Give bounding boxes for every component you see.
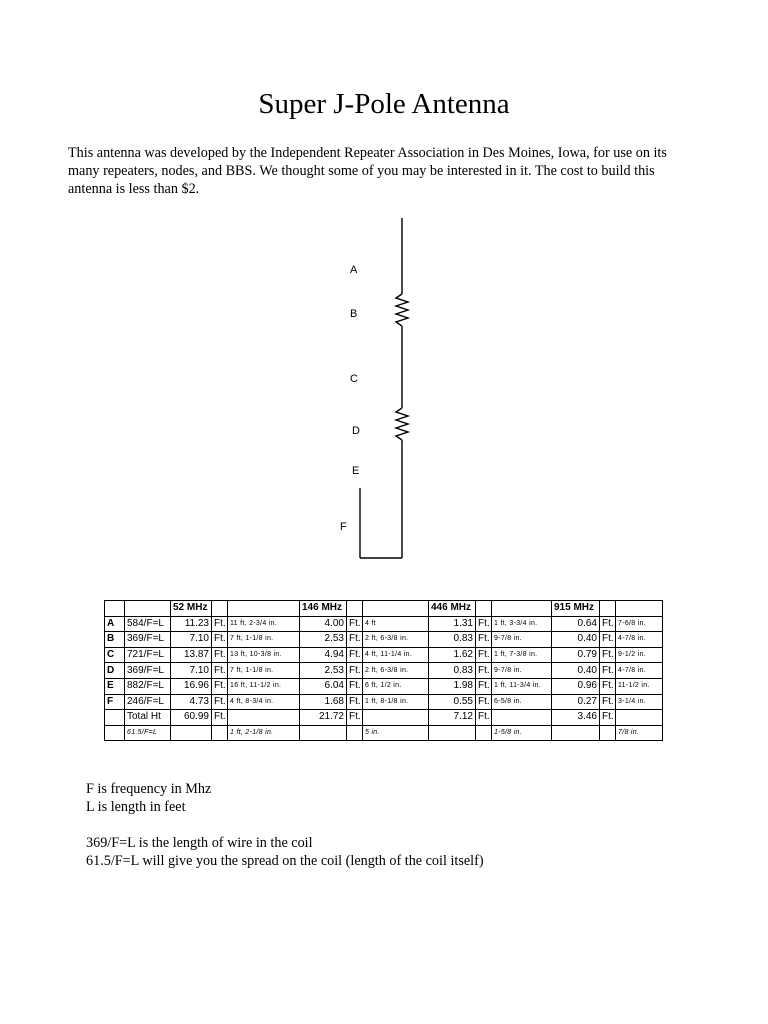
unit-label: Ft. <box>600 647 616 663</box>
unit-label: Ft. <box>600 632 616 648</box>
table-row <box>105 678 663 694</box>
diagram-label-b: B <box>350 308 358 320</box>
header-blank <box>476 601 492 617</box>
unit-label: Ft. <box>347 694 363 710</box>
table-header-row <box>105 601 663 617</box>
unit-label: Ft. <box>600 616 616 632</box>
length-feet: 0.40 <box>552 663 600 679</box>
antenna-element <box>360 218 408 558</box>
page-title: Super J-Pole Antenna <box>258 88 510 120</box>
row-formula: 584/F=L <box>125 616 171 632</box>
table-row <box>105 663 663 679</box>
unit-label: Ft. <box>347 647 363 663</box>
band-header: 915 MHz <box>552 601 600 617</box>
length-feet: 0.55 <box>429 694 476 710</box>
header-blank <box>347 601 363 617</box>
length-feet: 4.73 <box>171 694 212 710</box>
diagram-label-e: E <box>352 465 360 477</box>
table-row <box>105 647 663 663</box>
length-ft-in <box>228 710 300 726</box>
length-ft-in: 2 ft, 6-3/8 in. <box>363 632 429 648</box>
length-ft-in: 1 ft, 11-3/4 in. <box>492 678 552 694</box>
length-ft-in: 1 ft, 8-1/8 in. <box>363 694 429 710</box>
band-header: 146 MHz <box>300 601 347 617</box>
footer-blank <box>552 725 600 741</box>
length-feet: 0.40 <box>552 632 600 648</box>
header-blank <box>125 601 171 617</box>
length-ft-in <box>492 710 552 726</box>
row-formula: Total Ht <box>125 710 171 726</box>
note-line: F is frequency in Mhz <box>86 781 212 797</box>
length-ft-in: 13 ft, 10-3/8 in. <box>228 647 300 663</box>
row-id: E <box>105 678 125 694</box>
coil-spread-length: 5 in. <box>363 725 429 741</box>
unit-label: Ft. <box>600 694 616 710</box>
length-ft-in: 7-6/8 in. <box>616 616 663 632</box>
length-ft-in <box>616 710 663 726</box>
length-ft-in: 6-5/8 in. <box>492 694 552 710</box>
unit-label: Ft. <box>476 616 492 632</box>
length-feet: 1.68 <box>300 694 347 710</box>
length-ft-in: 11-1/2 in. <box>616 678 663 694</box>
length-feet: 0.83 <box>429 663 476 679</box>
length-ft-in: 16 ft, 11-1/2 in. <box>228 678 300 694</box>
unit-label: Ft. <box>347 678 363 694</box>
coil-spread-length: 7/8 in. <box>616 725 663 741</box>
length-feet: 11.23 <box>171 616 212 632</box>
header-blank <box>600 601 616 617</box>
length-feet: 0.79 <box>552 647 600 663</box>
length-feet: 7.10 <box>171 663 212 679</box>
table-row <box>105 710 663 726</box>
intro-paragraph: This antenna was developed by the Independent Repeater Association in Des Moines, Iowa, for use on its many repeaters, nodes, and BBS. We thought some of you may be interested in it. The cost to build this antenna is less than $2. <box>68 145 667 197</box>
unit-label: Ft. <box>212 647 228 663</box>
row-id: C <box>105 647 125 663</box>
header-blank <box>492 601 552 617</box>
length-feet: 1.62 <box>429 647 476 663</box>
row-id <box>105 710 125 726</box>
length-feet: 0.64 <box>552 616 600 632</box>
length-feet: 13.87 <box>171 647 212 663</box>
length-feet: 4.94 <box>300 647 347 663</box>
diagram-label-f: F <box>340 521 347 533</box>
header-blank <box>228 601 300 617</box>
length-ft-in: 7 ft, 1-1/8 in. <box>228 632 300 648</box>
unit-label: Ft. <box>347 710 363 726</box>
row-id: D <box>105 663 125 679</box>
coil-spread-length: 1-5/8 in. <box>492 725 552 741</box>
coil-spread-formula: 61.5/F=L <box>125 725 171 741</box>
length-feet: 6.04 <box>300 678 347 694</box>
footer-blank <box>212 725 228 741</box>
row-id: A <box>105 616 125 632</box>
unit-label: Ft. <box>600 678 616 694</box>
band-header: 52 MHz <box>171 601 212 617</box>
length-ft-in: 11 ft, 2-3/4 in. <box>228 616 300 632</box>
row-formula: 882/F=L <box>125 678 171 694</box>
length-feet: 0.96 <box>552 678 600 694</box>
length-feet: 16.96 <box>171 678 212 694</box>
length-feet: 2.53 <box>300 632 347 648</box>
table-body <box>105 601 663 741</box>
header-blank <box>212 601 228 617</box>
length-feet: 7.12 <box>429 710 476 726</box>
table-row <box>105 694 663 710</box>
row-formula: 369/F=L <box>125 663 171 679</box>
unit-label: Ft. <box>476 663 492 679</box>
length-feet: 3.46 <box>552 710 600 726</box>
unit-label: Ft. <box>212 663 228 679</box>
unit-label: Ft. <box>347 632 363 648</box>
length-ft-in: 4 ft, 8-3/4 in. <box>228 694 300 710</box>
diagram-label-c: C <box>350 373 358 385</box>
header-blank <box>616 601 663 617</box>
note-line: 61.5/F=L will give you the spread on the coil (length of the coil itself) <box>86 853 484 869</box>
length-ft-in: 1 ft, 3-3/4 in. <box>492 616 552 632</box>
footer-blank <box>429 725 476 741</box>
length-ft-in: 7 ft, 1-1/8 in. <box>228 663 300 679</box>
unit-label: Ft. <box>476 678 492 694</box>
header-blank <box>105 601 125 617</box>
length-ft-in: 2 ft, 6-3/8 in. <box>363 663 429 679</box>
band-header: 446 MHz <box>429 601 476 617</box>
length-ft-in: 4-7/8 in. <box>616 663 663 679</box>
row-formula: 246/F=L <box>125 694 171 710</box>
footer-blank <box>476 725 492 741</box>
unit-label: Ft. <box>600 663 616 679</box>
unit-label: Ft. <box>476 710 492 726</box>
dimension-table <box>104 600 663 741</box>
length-feet: 4.00 <box>300 616 347 632</box>
length-feet: 7.10 <box>171 632 212 648</box>
table-footer-row <box>105 725 663 741</box>
length-ft-in: 6 ft, 1/2 in. <box>363 678 429 694</box>
row-formula: 369/F=L <box>125 632 171 648</box>
length-ft-in: 3-1/4 in. <box>616 694 663 710</box>
length-feet: 1.31 <box>429 616 476 632</box>
length-ft-in: 9-7/8 in. <box>492 663 552 679</box>
table-row <box>105 632 663 648</box>
note-line: L is length in feet <box>86 799 186 815</box>
table-row <box>105 616 663 632</box>
length-feet: 1.98 <box>429 678 476 694</box>
diagram-label-a: A <box>350 264 358 276</box>
length-ft-in: 4 ft, 11-1/4 in. <box>363 647 429 663</box>
unit-label: Ft. <box>212 694 228 710</box>
length-ft-in: 9-1/2 in. <box>616 647 663 663</box>
unit-label: Ft. <box>476 647 492 663</box>
length-feet: 0.27 <box>552 694 600 710</box>
notes <box>86 780 484 870</box>
footer-blank <box>347 725 363 741</box>
unit-label: Ft. <box>347 663 363 679</box>
length-ft-in: 4-7/8 in. <box>616 632 663 648</box>
length-feet: 60.99 <box>171 710 212 726</box>
coil-spread-length: 1 ft, 2-1/8 in. <box>228 725 300 741</box>
diagram-label-d: D <box>352 425 360 437</box>
unit-label: Ft. <box>476 694 492 710</box>
footer-blank <box>171 725 212 741</box>
header-blank <box>363 601 429 617</box>
note-line: 369/F=L is the length of wire in the coil <box>86 835 313 851</box>
length-ft-in: 9-7/8 in. <box>492 632 552 648</box>
unit-label: Ft. <box>476 632 492 648</box>
footer-blank <box>300 725 347 741</box>
unit-label: Ft. <box>212 632 228 648</box>
footer-blank <box>105 725 125 741</box>
length-feet: 21.72 <box>300 710 347 726</box>
unit-label: Ft. <box>212 710 228 726</box>
length-ft-in <box>363 710 429 726</box>
unit-label: Ft. <box>600 710 616 726</box>
antenna-diagram <box>330 210 450 570</box>
length-ft-in: 4 ft <box>363 616 429 632</box>
footer-blank <box>600 725 616 741</box>
length-feet: 2.53 <box>300 663 347 679</box>
row-id: F <box>105 694 125 710</box>
note-spacer <box>86 816 484 834</box>
unit-label: Ft. <box>212 616 228 632</box>
unit-label: Ft. <box>347 616 363 632</box>
unit-label: Ft. <box>212 678 228 694</box>
length-feet: 0.83 <box>429 632 476 648</box>
row-id: B <box>105 632 125 648</box>
length-ft-in: 1 ft, 7-3/8 in. <box>492 647 552 663</box>
row-formula: 721/F=L <box>125 647 171 663</box>
